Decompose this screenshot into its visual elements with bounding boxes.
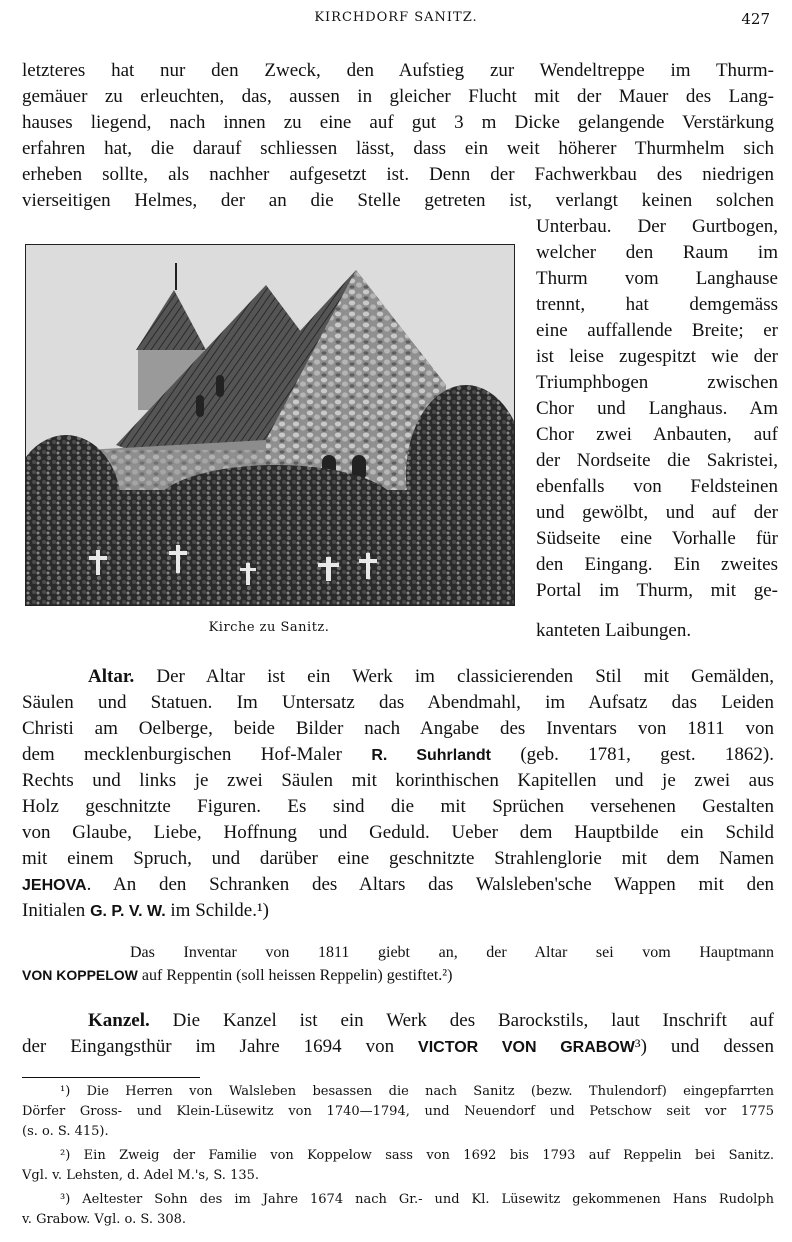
footnote-line: Dörfer Gross- und Klein-Lüsewitz von 1740—1794, und Neuendorf und Petschow seit vor 1775 <box>22 1104 774 1119</box>
page-header <box>0 10 792 36</box>
footnote-line: v. Grabow. Vgl. o. S. 308. <box>22 1212 187 1227</box>
text-line: vierseitigen Helmes, der an die Stelle getreten ist, verlangt keinen solchen <box>22 190 774 211</box>
altar-line: Altar. Der Altar ist ein Werk im classicierenden Stil mit Gemälden, <box>88 666 774 687</box>
text-line: ist leise zugespitzt wie der <box>536 346 778 367</box>
koppelow-name: VON KOPPELOW <box>22 967 138 983</box>
altar-line: JEHOVA. An den Schranken des Altars das Walsleben'sche Wappen mit den <box>22 874 774 895</box>
footnote-rule <box>22 1077 200 1078</box>
text-line: gemäuer zu erleuchten, das, aussen in gleicher Flucht mit der Mauer des Lang- <box>22 86 774 107</box>
figure-caption: Kirche zu Sanitz. <box>208 620 330 635</box>
text-line: welcher den Raum im <box>536 242 778 263</box>
text-line: hauses liegend, nach innen zu eine auf gut 3 m Dicke gelangende Verstärkung <box>22 112 774 133</box>
initials: G. P. V. W. <box>90 903 166 920</box>
altar-line: Rechts und links je zwei Säulen mit korinthischen Kapitellen und je zwei aus <box>22 770 774 791</box>
text-line: kanteten Laibungen. <box>536 620 692 641</box>
altar-line: von Glaube, Liebe, Hoffnung und Geduld. Ueber dem Hauptbilde ein Schild <box>22 822 774 843</box>
text-line: und gewölbt, und auf der <box>536 502 778 523</box>
altar-heading: Altar. <box>88 666 135 687</box>
footnote-line: ³) Aeltester Sohn des im Jahre 1674 nach Gr.- und Kl. Lüsewitz gekommenen Hans Rudolph <box>60 1192 774 1207</box>
text-line: erfahren hat, die darauf schliessen lässt, dass ein weit höherer Thurmhelm sich <box>22 138 774 159</box>
text-line: Thurm vom Langhause <box>536 268 778 289</box>
church-photo <box>25 244 515 606</box>
text-line: trennt, hat demgemäss <box>536 294 778 315</box>
grabow-name: VICTOR VON GRABOW <box>418 1039 635 1056</box>
page-number: 427 <box>741 10 770 28</box>
text-line: der Nordseite die Sakristei, <box>536 450 778 471</box>
text-line: Portal im Thurm, mit ge- <box>536 580 778 601</box>
footnote-line: Vgl. v. Lehsten, d. Adel M.'s, S. 135. <box>22 1168 260 1183</box>
text-line: ebenfalls von Feldsteinen <box>536 476 778 497</box>
text-line: Südseite eine Vorhalle für <box>536 528 778 549</box>
inventory-line: VON KOPPELOW auf Reppentin (soll heissen Reppelin) gestiftet.²) <box>22 967 453 984</box>
text-line: Chor zwei Anbauten, auf <box>536 424 778 445</box>
painter-name: R. Suhrlandt <box>371 747 491 764</box>
inventory-line: Das Inventar von 1811 giebt an, der Altar sei vom Hauptmann <box>130 944 774 961</box>
altar-line: Christi am Oelberge, beide Bilder nach Angabe des Inventars von 1811 von <box>22 718 774 739</box>
text-line: Chor und Langhaus. Am <box>536 398 778 419</box>
text-line: den Eingang. Ein zweites <box>536 554 778 575</box>
church-illustration <box>26 245 514 605</box>
text-line: Triumphbogen zwischen <box>536 372 778 393</box>
text-line: erheben sollte, als nachher aufgesetzt ist. Denn der Fachwerkbau des niedrigen <box>22 164 774 185</box>
kanzel-heading: Kanzel. <box>88 1010 150 1031</box>
text-line: letzteres hat nur den Zweck, den Aufstieg zur Wendeltreppe im Thurm- <box>22 60 774 81</box>
text-line: eine auffallende Breite; er <box>536 320 778 341</box>
footnote-line: (s. o. S. 415). <box>22 1124 109 1139</box>
running-head: KIRCHDORF SANITZ. <box>314 10 478 25</box>
altar-line: mit einem Spruch, und darüber eine geschnitzte Strahlenglorie mit dem Namen <box>22 848 774 869</box>
footnote-line: ¹) Die Herren von Walsleben besassen die nach Sanitz (bezw. Thulendorf) eingepfarrten <box>60 1084 774 1099</box>
altar-line: Holz geschnitzte Figuren. Es sind die mit Sprüchen versehenen Gestalten <box>22 796 774 817</box>
altar-line: Initialen G. P. V. W. im Schilde.¹) <box>22 900 269 921</box>
altar-line: dem mecklenburgischen Hof-Maler R. Suhrlandt (geb. 1781, gest. 1862). <box>22 744 774 765</box>
text-line: Unterbau. Der Gurtbogen, <box>536 216 778 237</box>
kanzel-line: Kanzel. Die Kanzel ist ein Werk des Barockstils, laut Inschrift auf <box>88 1010 774 1031</box>
kanzel-line: der Eingangsthür im Jahre 1694 von VICTOR VON GRABOW³) und dessen <box>22 1036 774 1057</box>
footnote-line: ²) Ein Zweig der Familie von Koppelow sass von 1692 bis 1793 auf Reppelin bei Sanitz. <box>60 1148 774 1163</box>
altar-line: Säulen und Statuen. Im Untersatz das Abendmahl, im Aufsatz das Leiden <box>22 692 774 713</box>
jehova-name: JEHOVA <box>22 877 87 894</box>
